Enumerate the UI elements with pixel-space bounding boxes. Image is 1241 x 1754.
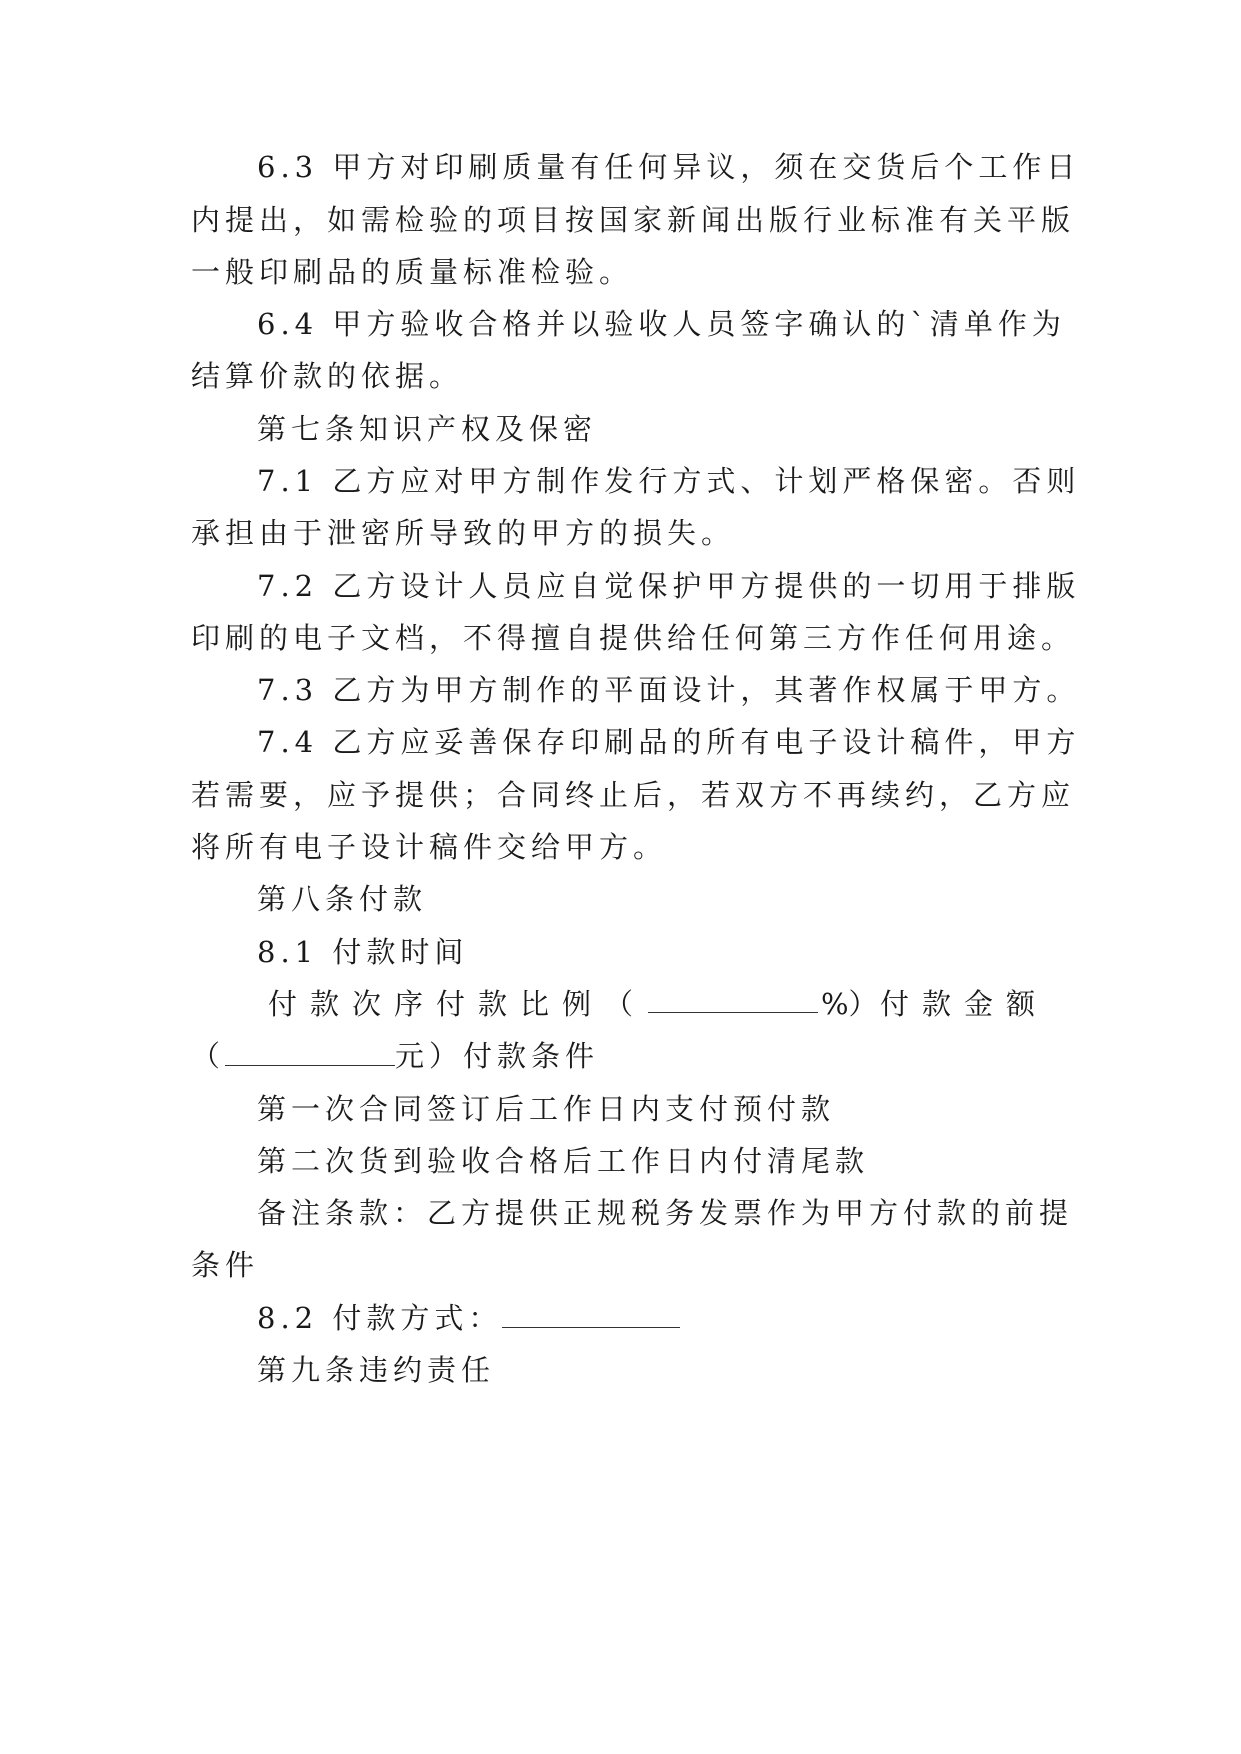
article-7-heading: 第七条知识产权及保密 — [257, 412, 598, 446]
article-9-heading: 第九条违约责任 — [257, 1353, 496, 1387]
payment-amount-label: 付款金额 — [879, 987, 1048, 1021]
remark-line-1: 备注条款：乙方提供正规税务发票作为甲方付款的前提 — [257, 1196, 1074, 1230]
payment-ratio-unit: %） — [820, 987, 878, 1021]
clause-7-3: 7.3 乙方为甲方制作的平面设计，其著作权属于甲方。 — [257, 673, 1081, 707]
payment-order-ratio-label: 付款次序付款比例（ — [268, 987, 647, 1021]
payment-table-header-line-1 — [268, 984, 1048, 1024]
payment-ratio-blank[interactable] — [648, 984, 818, 1013]
clause-7-1-line-1: 7.1 乙方应对甲方制作发行方式、计划严格保密。否则 — [257, 464, 1081, 498]
remark-line-2: 条件 — [191, 1248, 260, 1282]
clause-6-3-line-1: 6.3 甲方对印刷质量有任何异议，须在交货后个工作日 — [257, 150, 1081, 184]
payment-method-label: 8.2 付款方式： — [257, 1301, 503, 1335]
payment-amount-blank[interactable] — [225, 1037, 395, 1066]
clause-7-4-line-2: 若需要，应予提供；合同终止后，若双方不再续约，乙方应 — [191, 778, 1076, 812]
payment-second-installment: 第二次货到验收合格后工作日内付清尾款 — [257, 1144, 870, 1178]
clause-7-2-line-1: 7.2 乙方设计人员应自觉保护甲方提供的一切用于排版 — [257, 569, 1081, 603]
payment-method-blank[interactable] — [502, 1299, 680, 1328]
clause-7-4-line-1: 7.4 乙方应妥善保存印刷品的所有电子设计稿件，甲方 — [257, 725, 1081, 759]
clause-8-1: 8.1 付款时间 — [257, 935, 469, 969]
clause-7-2-line-2: 印刷的电子文档，不得擅自提供给任何第三方作任何用途。 — [191, 621, 1076, 655]
payment-table-header-line-2 — [191, 1036, 599, 1076]
payment-amount-unit-and-condition-label: 元）付款条件 — [395, 1039, 600, 1073]
clause-6-4-line-2: 结算价款的依据。 — [191, 359, 464, 393]
payment-first-installment: 第一次合同签订后工作日内支付预付款 — [257, 1092, 836, 1126]
clause-7-4-line-3: 将所有电子设计稿件交给甲方。 — [191, 830, 668, 864]
clause-7-1-line-2: 承担由于泄密所导致的甲方的损失。 — [191, 516, 736, 550]
clause-6-4-line-1: 6.4 甲方验收合格并以验收人员签字确认的`清单作为 — [257, 307, 1066, 341]
payment-amount-open-paren: （ — [191, 1039, 226, 1073]
clause-6-3-line-2: 内提出，如需检验的项目按国家新闻出版行业标准有关平版 — [191, 203, 1076, 237]
article-8-heading: 第八条付款 — [257, 882, 428, 916]
clause-8-2 — [257, 1298, 680, 1338]
clause-6-3-line-3: 一般印刷品的质量标准检验。 — [191, 255, 634, 289]
